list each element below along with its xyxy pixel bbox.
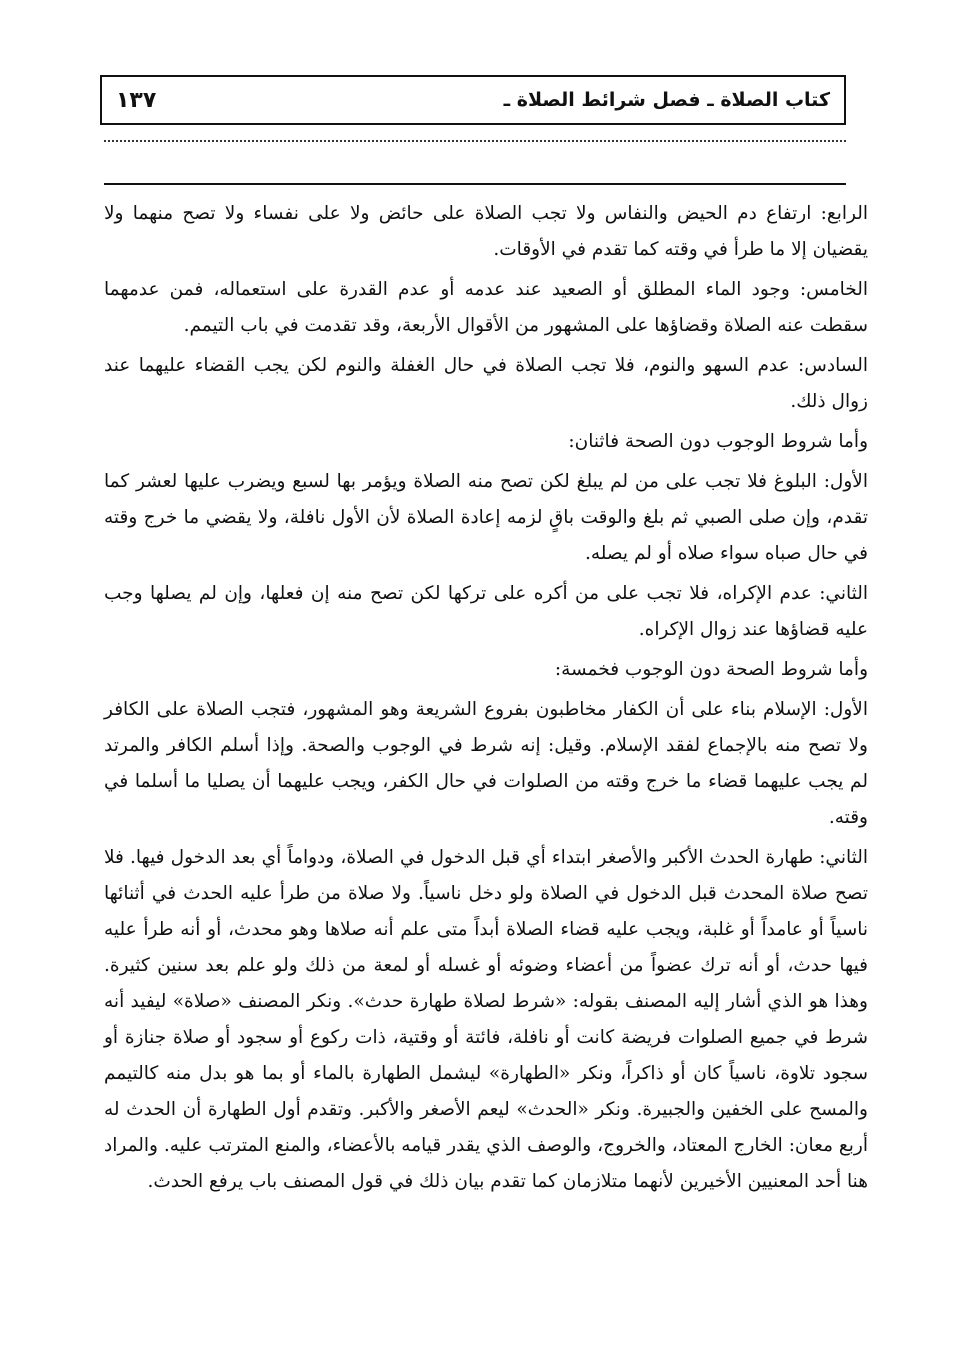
paragraph-purity: الثاني: طهارة الحدث الأكبر والأصغر ابتداء أي قبل الدخول في الصلاة، ودواماً أي بعد الدخول فيها. فلا تصح صلاة المحدث قبل الدخول في الصلاة ولو دخل ناسياً. ولا صلاة من طرأ عليه الحدث في أثنائها ناسياً أو عامداً أو غلبة، ويجب عليه قضاء الصلاة أبداً متى علم أنه صلاها وهو محدث، أو أنه طرأ عليه فيها حدث، أو أنه ترك عضواً من أعضاء وضوئه أو غسله أو لمعة من ذلك ولو علم بعد سنين كثيرة. وهذا هو الذي أشار إليه المصنف بقوله: «شرط لصلاة طهارة حدث». ونكر المصنف «صلاة» ليفيد أنه شرط في جميع الصلوات فريضة كانت أو نافلة، فائتة أو وقتية، ذات ركوع أو سجود أو صلاة جنازة أو سجود تلاوة، ناسياً كان أو ذاكراً، ونكر «الطهارة» ليشمل الطهارة بالماء أو بما هو بدل منه كالتيمم والمسح على الخفين والجبيرة. ونكر «الحدث» ليعم الأصغر والأكبر. وتقدم أول الطهارة أن الحدث له أربع معان: الخارج المعتاد، والخروج، والوصف الذي يقدر قيامه بالأعضاء، والمنع المترتب عليه. والمراد هنا أحد المعنيين الأخيرين لأنهما متلازمان كما تقدم بيان ذلك في قول المصنف باب يرفع الحدث. bbox=[104, 847, 868, 1192]
paragraph-fifth-condition: الخامس: وجود الماء المطلق أو الصعيد عند عدمه أو عدم القدرة على استعماله، فمن عدمهما سقطت عنه الصلاة وقضاؤها على المشهور من الأقوال الأربعة، وقد تقدمت في باب التيمم. bbox=[104, 279, 868, 336]
paragraph-obligation-conditions-heading: وأما شروط الوجوب دون الصحة فاثنان: bbox=[568, 431, 868, 452]
page-body bbox=[104, 196, 868, 1204]
dotted-separator bbox=[104, 140, 846, 142]
horizontal-rule bbox=[104, 183, 846, 185]
paragraph-sixth-condition: السادس: عدم السهو والنوم، فلا تجب الصلاة في حال الغفلة والنوم لكن يجب القضاء عليهما عند زوال ذلك. bbox=[104, 355, 868, 412]
paragraph-no-coercion: الثاني: عدم الإكراه، فلا تجب على من أكره على تركها لكن تصح منه إن فعلها، وإن لم يصلها وجب عليه قضاؤها عند زوال الإكراه. bbox=[104, 583, 868, 640]
paragraph-fourth-condition: الرابع: ارتفاع دم الحيض والنفاس ولا تجب الصلاة على حائض ولا على نفساء ولا تصح منهما ولا يقضيان إلا ما طرأ في وقته كما تقدم في الأوقات. bbox=[104, 203, 868, 260]
paragraph-puberty: الأول: البلوغ فلا تجب على من لم يبلغ لكن تصح منه الصلاة ويؤمر بها لسبع ويضرب عليها لعشر كما تقدم، وإن صلى الصبي ثم بلغ والوقت باقٍ لزمه إعادة الصلاة لأن الأول نافلة، ولا يقضي ما خرج وقته في حال صباه سواء صلاه أو لم يصله. bbox=[104, 471, 868, 564]
paragraph-islam: الأول: الإسلام بناء على أن الكفار مخاطبون بفروع الشريعة وهو المشهور، فتجب الصلاة على الكافر ولا تصح منه بالإجماع لفقد الإسلام. وقيل: إنه شرط في الوجوب والصحة. وإذا أسلم الكافر والمرتد لم يجب عليهما قضاء ما خرج وقته من الصلوات في حال الكفر، ويجب عليهما أن يصليا ما أسلما في وقته. bbox=[104, 699, 868, 828]
page-number: ١٣٧ bbox=[116, 87, 157, 113]
running-header bbox=[100, 75, 846, 125]
header-title: كتاب الصلاة ـ فصل شرائط الصلاة ـ bbox=[503, 89, 830, 111]
paragraph-validity-conditions-heading: وأما شروط الصحة دون الوجوب فخمسة: bbox=[554, 659, 868, 680]
